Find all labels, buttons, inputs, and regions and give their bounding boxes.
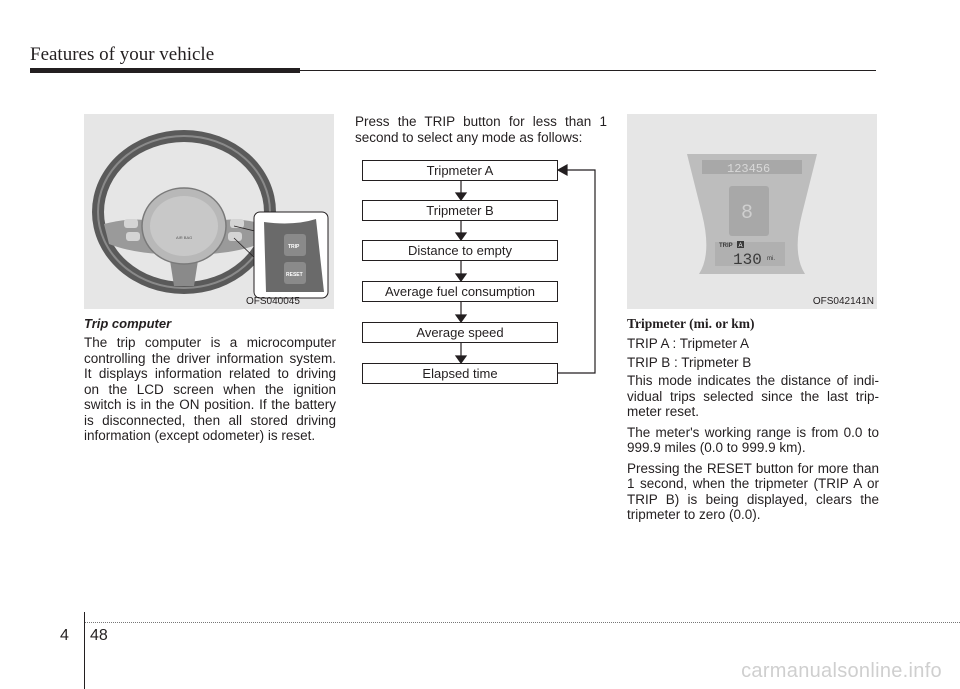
odometer-readout: 123456 (727, 162, 771, 176)
trip-b-line: TRIP B : Tripmeter B (627, 354, 752, 370)
page-number: 48 (90, 627, 108, 644)
body-paragraph: This mode indicates the distance of indi-vidual trips selected since the last trip-meter reset. (627, 373, 879, 419)
footer-divider (84, 612, 85, 689)
trip-unit: mi. (767, 256, 775, 262)
body-paragraph: Pressing the RESET button for more than 1 second, when the tripmeter (TRIP A or TRIP B) is being displayed, clears the tripmeter to zero (0.0). (627, 460, 879, 522)
figure-code: OFS040045 (246, 296, 300, 307)
section-number: 4 (60, 627, 69, 644)
mode-box: Tripmeter B (362, 200, 558, 221)
watermark: carmanualsonline.info (741, 660, 942, 682)
footer-rule (84, 622, 960, 623)
mode-box: Tripmeter A (362, 160, 558, 181)
mode-intro-paragraph: Press the TRIP button for less than 1 second to select any mode as follows: (355, 114, 607, 145)
airbag-label: AIR BAG (176, 235, 193, 240)
trip-a-line: TRIP A : Tripmeter A (627, 336, 750, 351)
mode-box: Average fuel consumption (362, 281, 558, 302)
tripmeter-section (627, 316, 879, 528)
mode-box: Distance to empty (362, 240, 558, 261)
section-heading: Trip computer (84, 316, 172, 331)
section-heading: Tripmeter (mi. or km) (627, 316, 755, 331)
trip-indicator-letter: A (738, 243, 743, 249)
body-paragraph: The trip computer is a microcomputer controlling the driver information system. It displays information related to driving on the LCD screen when the ignition switch is in the ON position. If the battery is disconnected, then all stored driving information (except odometer) is reset. (84, 335, 336, 443)
trip-reading: 130 (733, 251, 762, 269)
trip-indicator-label: TRIP (719, 243, 733, 249)
mode-box: Average speed (362, 322, 558, 343)
body-paragraph: The meter's working range is from 0.0 to 999.9 miles (0.0 to 999.9 km). (627, 424, 879, 455)
mode-box: Elapsed time (362, 363, 558, 384)
svg-text:8: 8 (741, 202, 754, 225)
figure-code: OFS042141N (812, 296, 874, 307)
reset-button-label: RESET (286, 272, 303, 278)
trip-button-label: TRIP (288, 244, 300, 250)
page-header-title: Features of your vehicle (30, 44, 215, 65)
